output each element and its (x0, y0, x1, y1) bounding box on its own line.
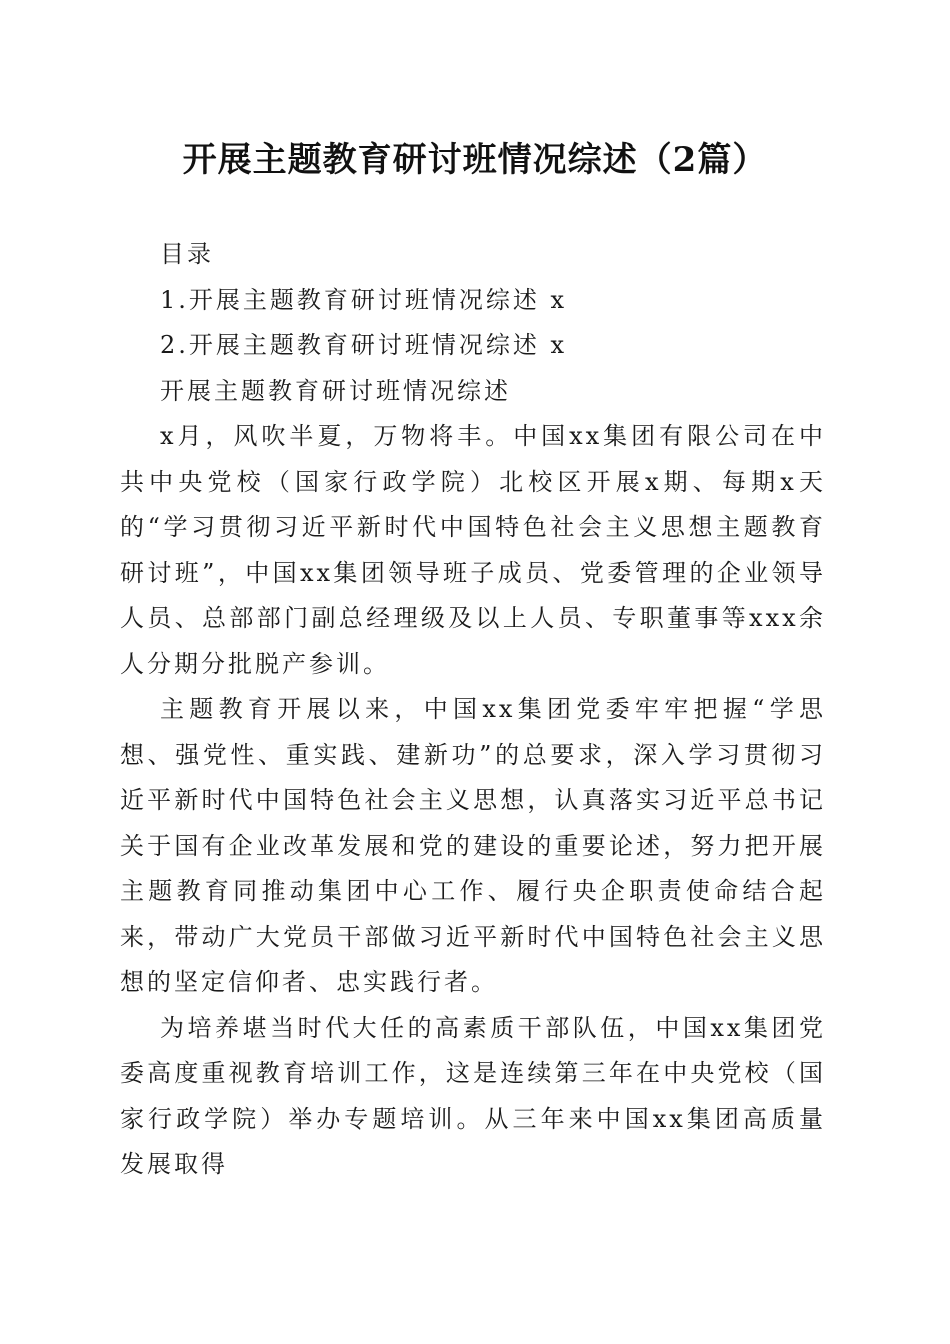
toc-item-2: 2.开展主题教育研讨班情况综述 x (160, 331, 568, 359)
toc-heading: 目录 (160, 240, 214, 268)
document-title: 开展主题教育研讨班情况综述（2篇） (182, 140, 768, 180)
paragraph-2: 主题教育开展以来，中国xx集团党委牢牢把握“学思想、强党性、重实践、建新功”的总要求，深入学习贯彻习近平新时代中国特色社会主义思想，认真落实习近平总书记关于国有企业改革发展和党的建设的重要论述，努力把开展主题教育同推动集团中心工作、履行央企职责使命结合起来，带动广大党员干部做习近平新时代中国特色社会主义思想的坚定信仰者、忠实践行者。 (120, 695, 826, 996)
toc-item-1: 1.开展主题教育研讨班情况综述 x (160, 285, 568, 314)
paragraph-3: 为培养堪当时代大任的高素质干部队伍，中国xx集团党委高度重视教育培训工作，这是连续第三年在中央党校（国家行政学院）举办专题培训。从三年来中国xx集团高质量发展取得 (120, 1013, 826, 1178)
paragraph-1: x月，风吹半夏，万物将丰。中国xx集团有限公司在中共中央党校（国家行政学院）北校区开展x期、每期x天的“学习贯彻习近平新时代中国特色社会主义思想主题教育研讨班”，中国xx集团领导班子成员、党委管理的企业领导人员、总部部门副总经理级及以上人员、专职董事等xxx余人分期分批脱产参训。 (120, 422, 826, 678)
section-heading: 开展主题教育研讨班情况综述 (160, 376, 511, 405)
document-body (120, 232, 826, 1188)
